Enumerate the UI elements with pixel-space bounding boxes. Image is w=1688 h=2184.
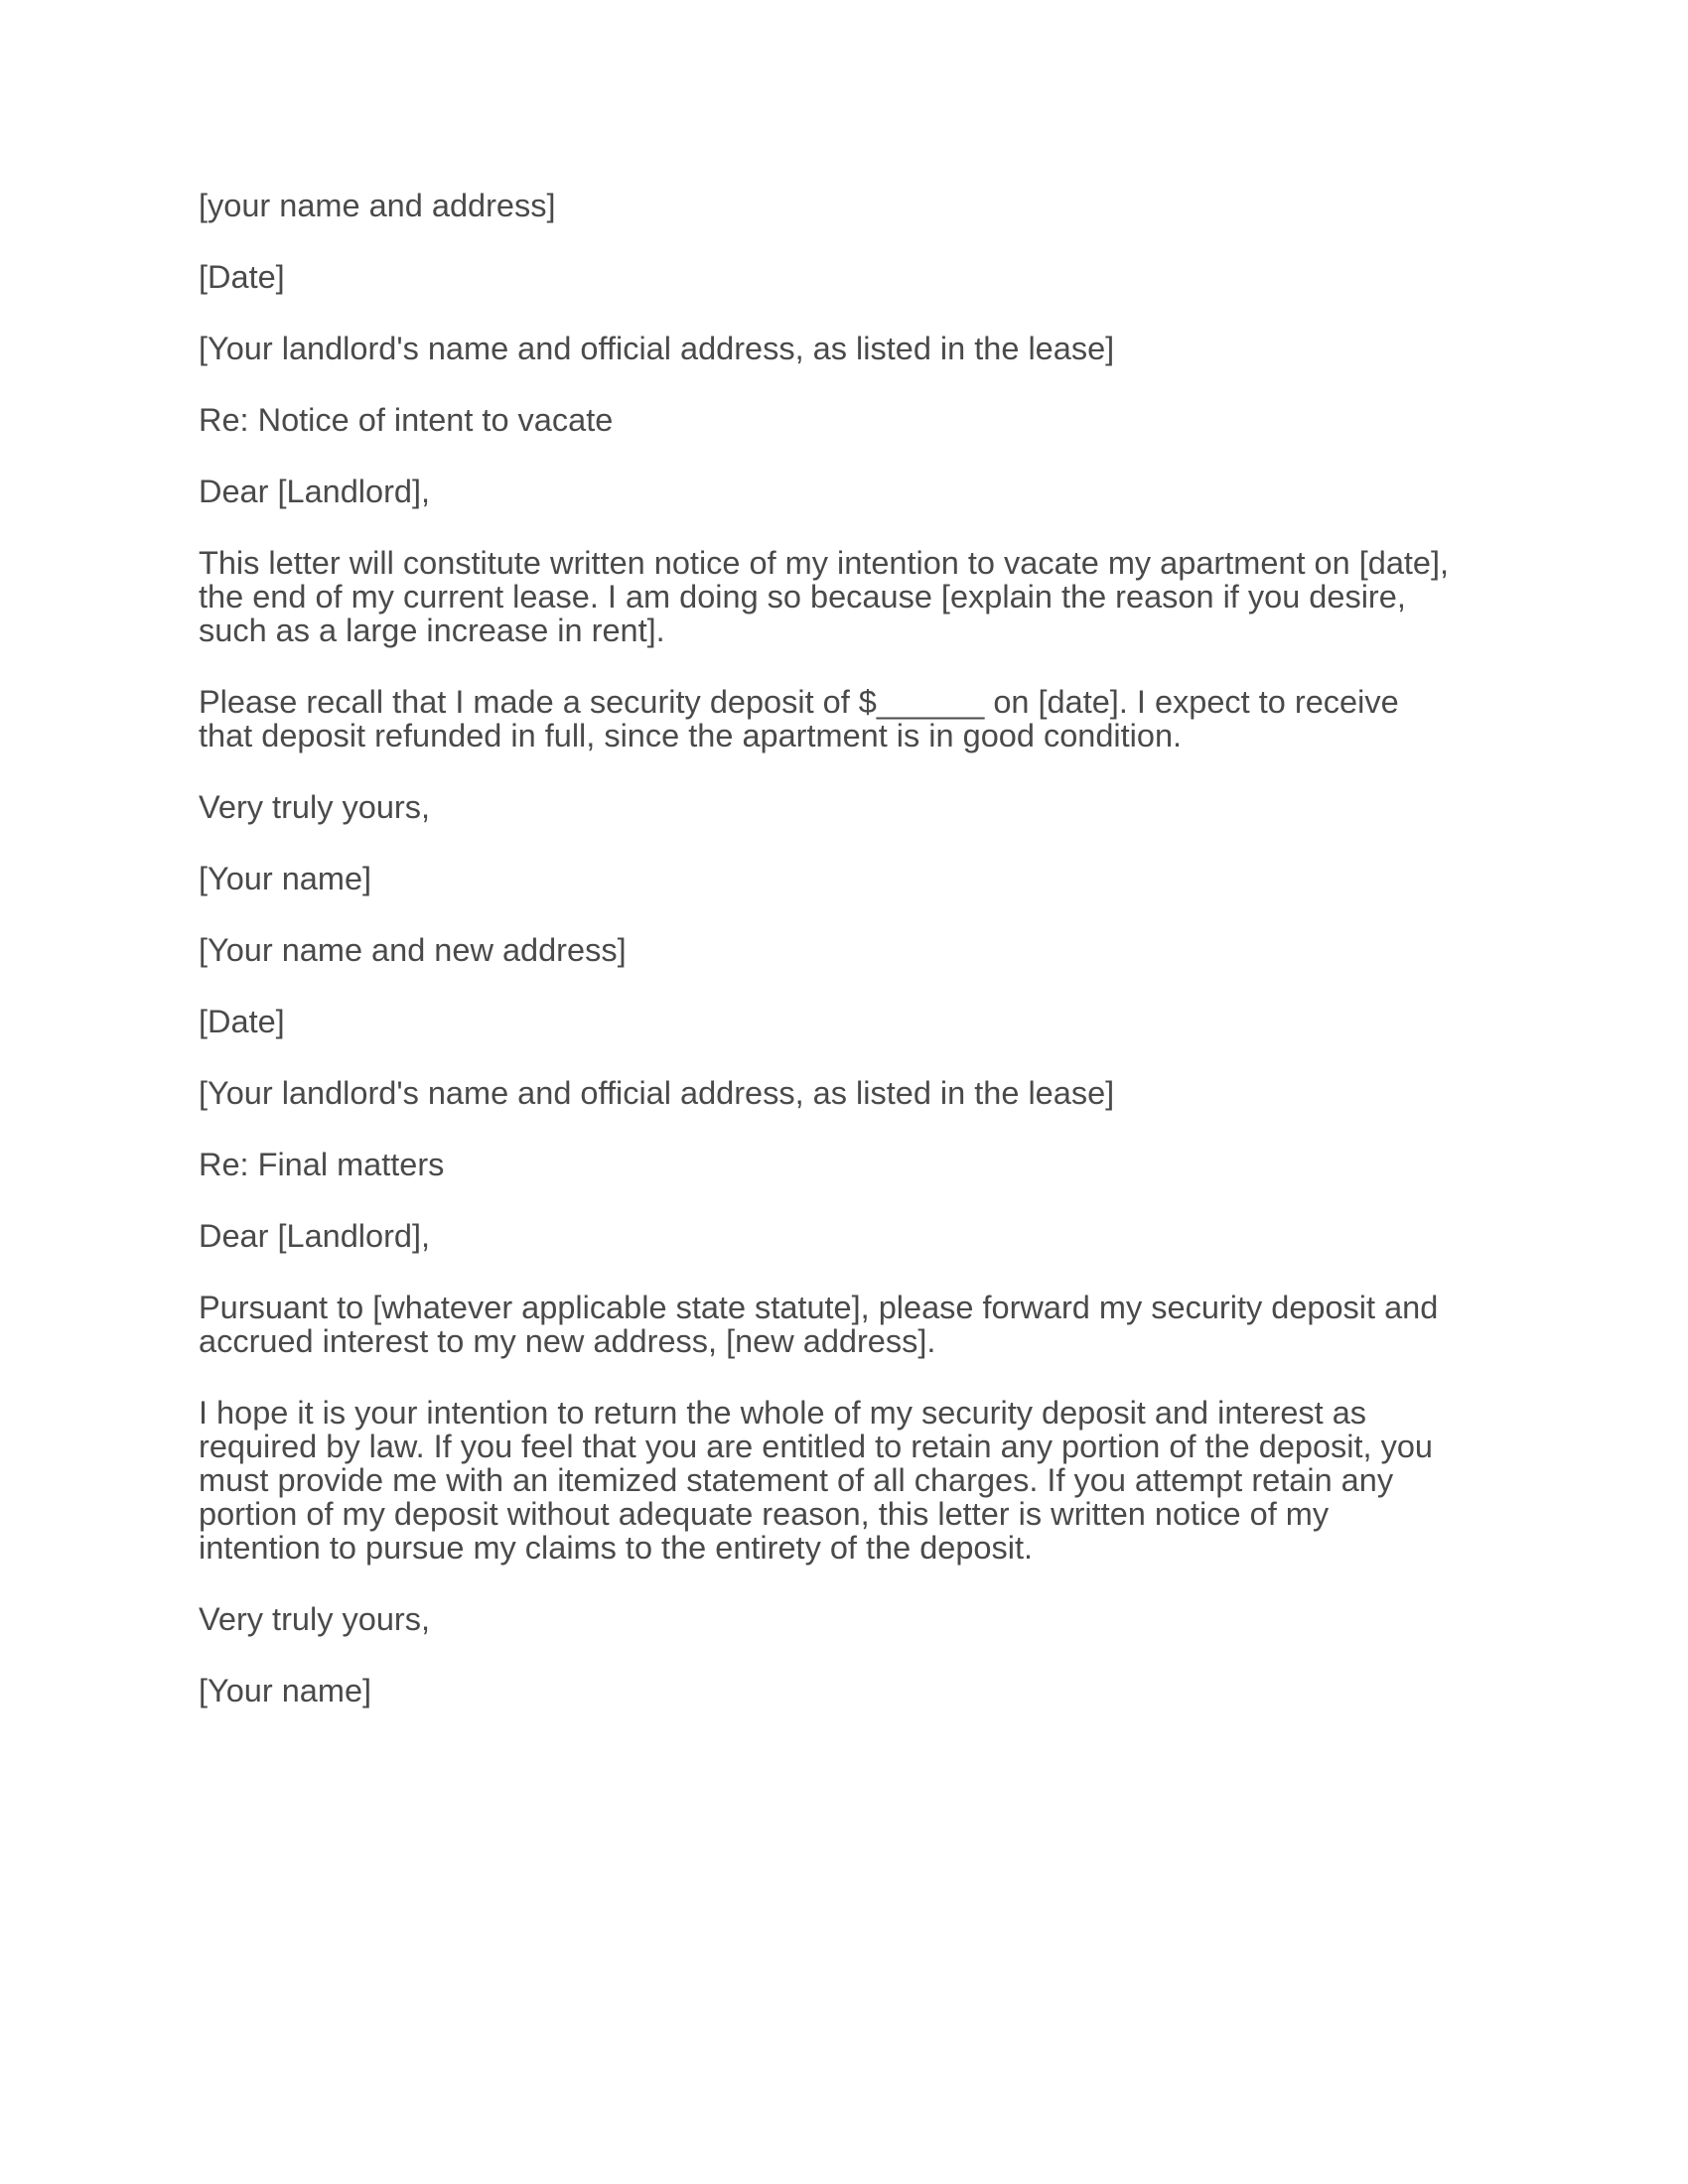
- letter-body: [199, 189, 1509, 1745]
- signature-name: [Your name]: [199, 861, 372, 896]
- subject-line: Re: Notice of intent to vacate: [199, 402, 614, 438]
- recipient-address: [Your landlord's name and official address, as listed in the lease]: [199, 331, 1115, 366]
- signature-name: [Your name]: [199, 1673, 372, 1708]
- salutation: Dear [Landlord],: [199, 1218, 431, 1254]
- closing: Very truly yours,: [199, 789, 430, 825]
- salutation: Dear [Landlord],: [199, 474, 431, 509]
- subject-line: Re: Final matters: [199, 1147, 445, 1182]
- body-paragraph: This letter will constitute written notice of my intention to vacate my apartment on [date], the end of my current lease. I am doing so because [explain the reason if you desire, such as a large increase in rent].: [199, 545, 1450, 648]
- recipient-address: [Your landlord's name and official address, as listed in the lease]: [199, 1075, 1115, 1111]
- body-paragraph: Please recall that I made a security deposit of $______ on [date]. I expect to receive that deposit refunded in full, since the apartment is in good condition.: [199, 684, 1399, 753]
- sender-address: [Your name and new address]: [199, 932, 627, 968]
- body-paragraph: I hope it is your intention to return the whole of my security deposit and interest as required by law. If you feel that you are entitled to retain any portion of the deposit, you must provide me with an itemized statement of all charges. If you attempt retain any portion of my deposit without adequate reason, this letter is written notice of my intention to pursue my claims to the entirety of the deposit.: [199, 1395, 1433, 1566]
- letter-date: [Date]: [199, 259, 285, 295]
- sender-address: [your name and address]: [199, 188, 556, 223]
- letter-date: [Date]: [199, 1004, 285, 1039]
- closing: Very truly yours,: [199, 1601, 430, 1637]
- body-paragraph: Pursuant to [whatever applicable state statute], please forward my security deposit and accrued interest to my new address, [new address].: [199, 1290, 1439, 1359]
